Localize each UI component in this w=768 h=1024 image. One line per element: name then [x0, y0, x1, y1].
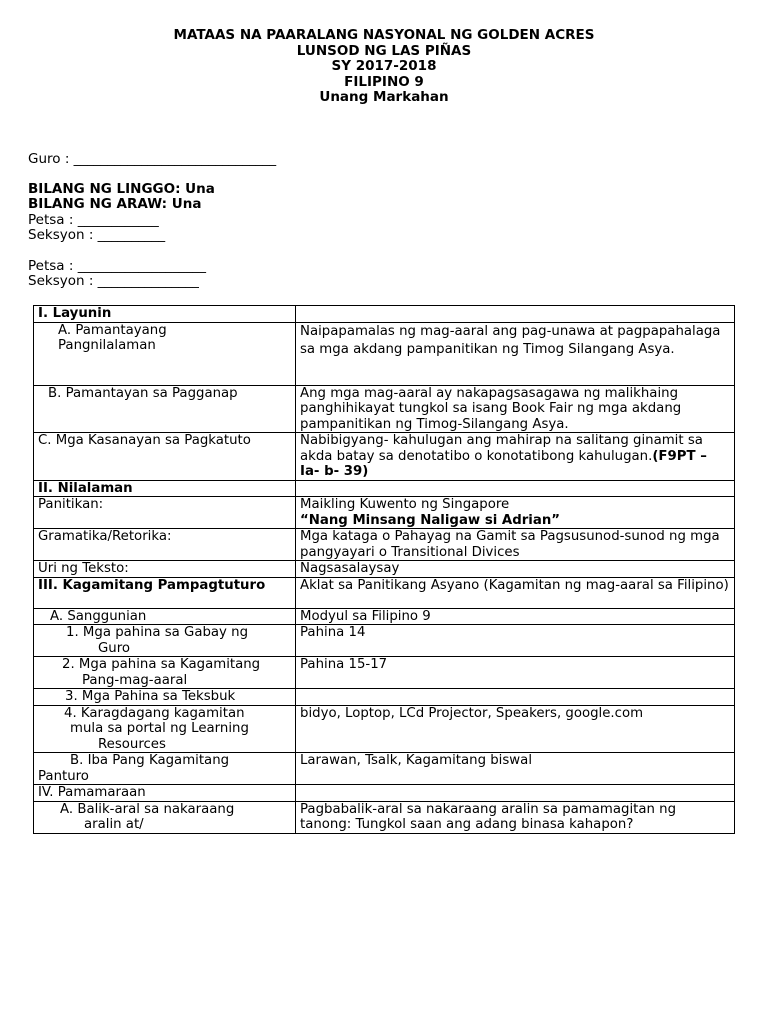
row-label: III. Kagamitang Pampagtuturo: [34, 577, 296, 608]
table-row: [34, 306, 735, 323]
row-value: bidyo, Loptop, LCd Projector, Speakers, google.com: [296, 705, 735, 753]
row-label-line: Resources: [98, 736, 166, 752]
row-label-line: Pangnilalaman: [58, 338, 156, 353]
row-label-line: Panturo: [38, 768, 89, 784]
row-label: Uri ng Teksto:: [34, 561, 296, 578]
table-row: [34, 497, 735, 529]
table-row: [34, 529, 735, 561]
row-label-line: Pang-mag-aaral: [82, 672, 188, 688]
row-value: Nagsasalaysay: [296, 561, 735, 578]
table-row: [34, 577, 735, 608]
row-label-line: B. Iba Pang Kagamitang: [70, 753, 230, 768]
row-value: Pahina 14: [296, 625, 735, 657]
table-row: [34, 480, 735, 497]
row-value: Naipapamalas ng mag-aaral ang pag-unawa at pagpapahalaga sa mga akdang pampanitikan ng Timog Silangang Asya.: [296, 322, 735, 385]
table-row: [34, 561, 735, 578]
school-header: [0, 28, 768, 106]
table-row: [34, 608, 735, 625]
row-label-line: 2. Mga pahina sa Kagamitang: [62, 657, 261, 672]
seksyon-field-2: Seksyon : _______________: [28, 273, 199, 289]
quarter: Unang Markahan: [319, 89, 449, 105]
row-value: Larawan, Tsalk, Kagamitang biswal: [296, 753, 735, 785]
row-label: Gramatika/Retorika:: [34, 529, 296, 561]
table-row: [34, 753, 735, 785]
row-label-line: A. Pamantayang: [58, 322, 167, 338]
row-label: 3. Mga Pahina sa Teksbuk: [34, 689, 296, 706]
row-label: IV. Pamamaraan: [34, 785, 296, 802]
table-row: [34, 385, 735, 433]
table-row: [34, 689, 735, 706]
subject: FILIPINO 9: [344, 73, 424, 90]
row-label: [34, 657, 296, 689]
petsa-field-2: Petsa : ___________________: [28, 258, 206, 274]
literature-type: Maikling Kuwento ng Singapore: [300, 497, 510, 512]
row-value: [296, 497, 735, 529]
row-label: [34, 625, 296, 657]
row-label: [34, 801, 296, 833]
row-value: Ang mga mag-aaral ay nakapagsasagawa ng malikhaing panghihikayat tungkol sa isang Book Fair ng mga akdang pampanitikan ng Timog-Silangang Asya.: [296, 385, 735, 433]
row-label: [34, 753, 296, 785]
table-row: [34, 785, 735, 802]
row-label-line: mula sa portal ng Learning: [70, 721, 249, 736]
row-label-line: aralin at/: [84, 817, 144, 832]
lesson-plan-table: [33, 305, 735, 834]
seksyon-field-1: Seksyon : __________: [28, 227, 166, 243]
row-label-line: Guro: [98, 640, 131, 656]
school-name: MATAAS NA PAARALANG NASYONAL NG GOLDEN ACRES: [173, 27, 595, 43]
table-row: [34, 705, 735, 753]
competency-text: Nabibigyang- kahulugan ang mahirap na salitang ginamit sa akda batay sa denotatibo o konotatibong kahulugan.: [300, 433, 703, 464]
row-label-line: 1. Mga pahina sa Gabay ng: [66, 625, 249, 640]
row-value: Aklat sa Panitikang Asyano (Kagamitan ng mag-aaral sa Filipino): [296, 577, 735, 608]
city-name: LUNSOD NG LAS PIÑAS: [296, 42, 472, 59]
petsa-field-1: Petsa : ____________: [28, 212, 159, 228]
competency-code: (F9PT – Ia- b- 39): [300, 448, 707, 479]
row-label-line: 4. Karagdagang kagamitan: [64, 705, 245, 721]
row-label: [34, 705, 296, 753]
row-value: [296, 480, 735, 497]
bilang-linggo: BILANG NG LINGGO: Una: [28, 181, 215, 197]
table-row: [34, 625, 735, 657]
row-value: [296, 689, 735, 706]
row-label: [34, 322, 296, 385]
school-year: SY 2017-2018: [331, 58, 437, 74]
table-row: [34, 801, 735, 833]
row-label: I. Layunin: [34, 306, 296, 323]
story-title: “Nang Minsang Naligaw si Adrian”: [300, 512, 561, 528]
table-row: [34, 433, 735, 481]
row-value: Mga kataga o Pahayag na Gamit sa Pagsusunod-sunod ng mga pangyayari o Transitional Divices: [296, 529, 735, 561]
row-value: [296, 306, 735, 323]
row-value: Pahina 15-17: [296, 657, 735, 689]
table-row: [34, 657, 735, 689]
row-label-line: A. Balik-aral sa nakaraang: [60, 801, 235, 817]
row-label: B. Pamantayan sa Pagganap: [34, 385, 296, 433]
row-label: Panitikan:: [34, 497, 296, 529]
row-label: C. Mga Kasanayan sa Pagkatuto: [34, 433, 296, 481]
bilang-araw: BILANG NG ARAW: Una: [28, 196, 202, 212]
row-value: Modyul sa Filipino 9: [296, 608, 735, 625]
table-row: [34, 322, 735, 385]
row-value: Pagbabalik-aral sa nakaraang aralin sa pamamagitan ng tanong: Tungkol saan ang adang binasa kahapon?: [296, 801, 735, 833]
row-label: II. Nilalaman: [34, 480, 296, 497]
row-label: A. Sanggunian: [34, 608, 296, 625]
guro-field: Guro : ______________________________: [28, 151, 277, 167]
row-value: [296, 433, 735, 481]
row-value: [296, 785, 735, 802]
